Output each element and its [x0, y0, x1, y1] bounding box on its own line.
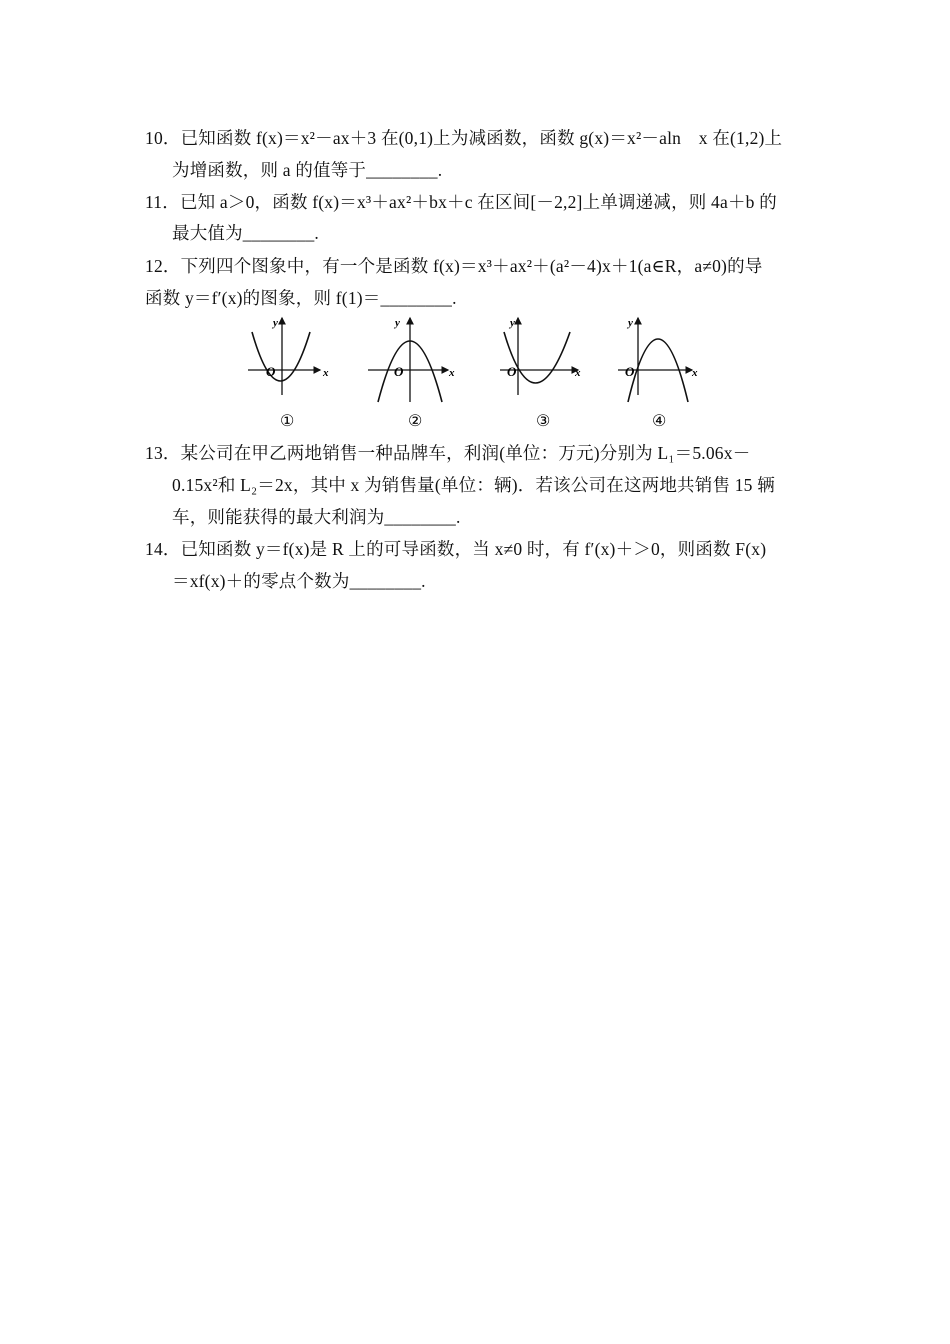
problem-12-line-1: [145, 253, 762, 278]
graph-1-curve: [252, 332, 310, 381]
graph-2-x-label: x: [449, 367, 455, 379]
graph-1-y-label: y: [273, 317, 278, 329]
graph-2-caption: ②: [408, 413, 423, 430]
problem-13-text-1: 某公司在甲乙两地销售一种品牌车，利润(单位：万元)分别为 L₁＝5.06x－: [180, 443, 751, 463]
problem-14-line-2: ＝xf(x)＋的零点个数为________.: [172, 571, 426, 591]
problem-13-line-3: 车，则能获得的最大利润为________.: [172, 507, 461, 527]
problem-12-number: 12．: [145, 256, 181, 276]
problem-10-line-2: 为增函数，则 a 的值等于________.: [172, 160, 443, 180]
problem-12-figures: [238, 310, 718, 435]
graph-4-caption: ④: [652, 413, 667, 430]
problem-12-line-2: 函数 y＝f′(x)的图象，则 f(1)＝________.: [145, 288, 457, 308]
problem-11-line-1: [145, 189, 777, 214]
graph-3-x-label: x: [575, 367, 581, 379]
function-graphs: [238, 310, 718, 435]
graph-3: [500, 317, 581, 430]
graph-1-x-label: x: [323, 367, 329, 379]
problem-11-line-2: 最大值为________.: [172, 223, 319, 243]
graph-3-origin-label: O: [507, 364, 517, 379]
problem-13-line-2: 0.15x²和 L₂＝2x，其中 x 为销售量(单位：辆)．若该公司在这两地共销售 15 辆: [172, 475, 775, 495]
graph-3-y-label: y: [510, 317, 515, 329]
graph-2: [368, 317, 455, 430]
problem-10-line-1: [145, 125, 782, 150]
graph-4-origin-label: O: [625, 364, 635, 379]
problem-14-number: 14．: [145, 539, 181, 559]
problem-10-text-1: 已知函数 f(x)＝x²－ax＋3 在(0,1)上为减函数，函数 g(x)＝x²－aln x 在(1,2)上: [180, 128, 783, 148]
problem-10-number: 10．: [145, 128, 181, 148]
problem-12-text-1: 下列四个图象中，有一个是函数 f(x)＝x³＋ax²＋(a²－4)x＋1(a∈R，a≠0)的导: [180, 256, 763, 276]
problem-11-number: 11．: [145, 192, 180, 212]
graph-4-y-label: y: [628, 317, 633, 329]
graph-4-x-label: x: [692, 367, 698, 379]
problem-13-number: 13．: [145, 443, 181, 463]
graph-1: [248, 317, 329, 430]
graph-2-origin-label: O: [394, 364, 404, 379]
problem-14-line-1: [145, 536, 766, 561]
problem-13-line-1: [145, 440, 750, 465]
problem-11-text-1: 已知 a＞0，函数 f(x)＝x³＋ax²＋bx＋c 在区间[－2,2]上单调递减，则 4a＋b 的: [179, 192, 777, 212]
graph-3-caption: ③: [536, 413, 551, 430]
graph-4: [618, 317, 698, 430]
graph-1-origin-label: O: [266, 364, 276, 379]
graph-2-y-label: y: [395, 317, 400, 329]
graph-1-caption: ①: [280, 413, 295, 430]
problem-14-text-1: 已知函数 y＝f(x)是 R 上的可导函数，当 x≠0 时，有 f′(x)＋＞0，则函数 F(x): [180, 539, 767, 559]
